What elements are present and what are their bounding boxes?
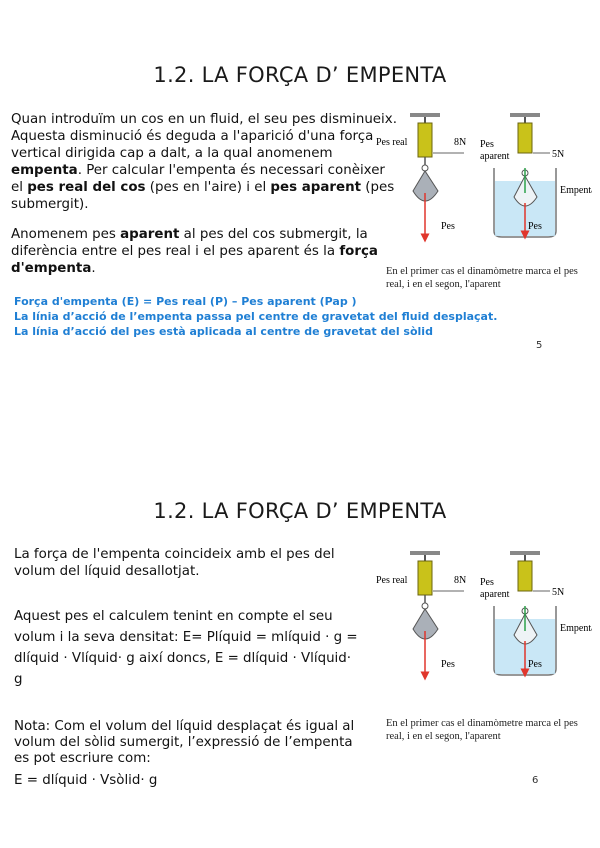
figure-caption: En el primer cas el dinamòmetre marca el pes real, i en el segon, l'aparent [386,718,578,742]
slide-title: 1.2. LA FORÇA D’ EMPENTA [153,63,447,87]
pes-real-label: Pes real [376,575,408,586]
bold-term: aparent [120,227,180,242]
text-run: . [91,261,96,276]
pes-submerged-label: Pes [528,659,542,670]
apparent-weight-paragraph [11,226,401,277]
text-run: al pes del cos submergit, la diferència entre el pes real i el pes aparent és la [11,227,368,259]
bold-term: empenta [11,163,78,178]
figure-caption: En el primer cas el dinamòmetre marca el pes real, i en el segon, l'aparent [386,266,578,290]
pes-label: Pes [441,221,455,232]
pes-submerged-label: Pes [528,221,542,232]
slide-6 [0,424,600,848]
empenta-label: Empenta [560,623,592,634]
text-run: (pes en l'aire) i el [145,180,271,195]
text-run: . Per calcular l'empenta és necessari conèixer el [11,163,385,195]
pes-aparent-label-1: Pes [480,139,494,150]
pes-label: Pes [441,659,455,670]
page-number: 6 [532,775,539,786]
page-number: 5 [536,340,543,351]
buoyancy-weight-text: La força de l'empenta coincideix amb el pes del volum del líquid desallotjat. [14,547,335,579]
dynamometer-figure [372,551,592,681]
pes-aparent-label-2: aparent [480,589,510,600]
text-run: Anomenem pes [11,227,121,242]
bold-term: força d'empenta [11,244,378,276]
5n-label: 5N [552,587,565,598]
buoyancy-formula: Força d'empenta (E) = Pes real (P) – Pes aparent (Pap ) [14,295,357,308]
empenta-label: Empenta [560,185,592,196]
note-text: Nota: Com el volum del líquid desplaçat és igual al volum del sòlid sumergit, l’expressió de l’empenta es pot escriure com: [14,719,355,766]
dynamometer-figure [372,113,592,243]
slide-title: 1.2. LA FORÇA D’ EMPENTA [153,499,447,523]
intro-paragraph [11,111,401,213]
5n-label: 5N [552,149,565,160]
text-run: (pes submergit). [11,180,395,212]
text-run: Quan introduïm un cos en un fluid, el seu pes disminueix. Aquesta disminució és deguda a l'aparició d'una força vertical dirigida cap a dalt, a la qual anomenem [11,112,397,161]
pes-aparent-label-2: aparent [480,151,510,162]
final-formula: E = dlíquid · Vsòlid· g [14,773,158,788]
bold-term: pes real del cos [27,180,146,195]
pes-real-label: Pes real [376,137,408,148]
weight-action-line: La línia d’acció del pes està aplicada al centre de gravetat del sòlid [14,325,433,338]
buoyancy-action-line: La línia d’acció de l’empenta passa pel centre de gravetat del fluid desplaçat. [14,310,498,323]
pes-aparent-label-1: Pes [480,577,494,588]
bold-term: pes aparent [270,180,361,195]
8n-label: 8N [454,137,467,148]
8n-label: 8N [454,575,467,586]
buoyancy-calculation-text: Aquest pes el calculem tenint en compte el seu volum i la seva densitat: E= Plíquid = mlíquid · g = dlíquid · Vlíquid· g així doncs, E = dlíquid · Vlíquid· g [14,609,358,687]
